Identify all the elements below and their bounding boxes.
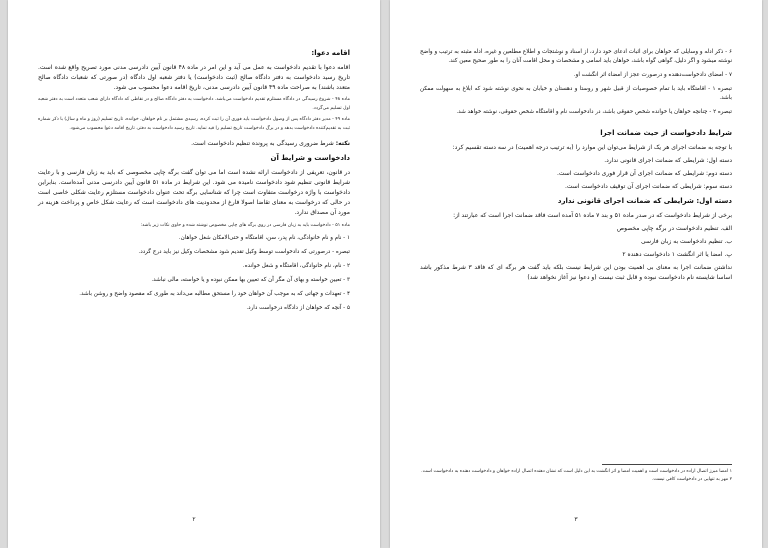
list-item: تبصره - درصورتی که دادخواست توسط وکیل تقدیم شود مشخصات وکیل نیز باید درج گردد. [138, 248, 350, 255]
note-article-51: ماده ۵۱ - دادخواست باید به زبان فارسی در روی برگه های چاپی مخصوص نوشته شده و حاوی نکات زیر باشد: [140, 223, 350, 228]
page-number: ۳ [574, 516, 578, 523]
footnotes [420, 468, 732, 484]
list-item: ۴ - تعهدات و جهاتی که به موجب آن خواهان خود را مستحق مطالبه می‌داند به طوری که مقصود واضح و روشن باشد. [79, 290, 350, 297]
note-article-49: ماده ۴۹ - مدیر دفتر دادگاه پس از وصول دادخواست باید فوری آن را ثبت کرده، رسیدی مشتمل بر نام خواهان، خوانده، تاریخ تسلیم (روز و ماه و سال) با ذکر شماره ثبت به تقدیم‌کننده دادخواست بدهد و در برگ دادخواست تاریخ تسلیم را قید نماید. تاریخ رسید دادخواست به دفتر، تاریخ اقامه دعوا محسوب می‌شود. [38, 117, 350, 131]
list-item: ۳ - تعیین خواسته و بهای آن مگر آن که تعیین بها ممکن نبوده و یا خواسته، مالی نباشد. [151, 276, 350, 283]
list-item: تبصره ۲ - چنانچه خواهان یا خوانده شخص حقوقی باشد، در دادخواست نام و اقامتگاه شخص حقوقی، نوشته خواهد شد. [456, 109, 732, 115]
point-text: شرط ضروری رسیدگی به پرونده تنظیم دادخواست است. [191, 140, 334, 147]
list-item: ۲ - نام، نام خانوادگی، اقامتگاه و شغل خوانده. [242, 262, 350, 269]
heading-first-category: دسته اول: شرایطی که ضمانت اجرای قانونی ندارد [557, 197, 732, 205]
paragraph-first-category: برخی از شرایط دادخواست که در صدر ماده ۵۱ و بند ۷ ماده ۵۱ آمده است فاقد ضمانت اجرا است که عبارتند از: [453, 212, 732, 219]
paragraph-closing: نداشتن ضمانت اجرا به معنای بی اهمیت بودن این شرایط نیست بلکه باید گفت هر برگه ای که فاقد ۳ شرط مذکور باشد اساسا شایسته نام دادخواست نبوده و قابل ثبت نیست (و دعوا نیز آغاز نخواهد شد) [420, 264, 732, 281]
category-item: دسته اول: شرایطی که ضمانت اجرای قانونی ندارد. [604, 157, 732, 164]
heading-enforcement-conditions: شرایط دادخواست از حیث ضمانت اجرا [600, 129, 732, 137]
point-label: نکته: [335, 140, 350, 147]
list-item: تبصره ۱ - اقامتگاه باید با تمام خصوصیات از قبیل شهر و روستا و دهستان و خیابان به نحوی نوشته شود که ابلاغ به سهولت ممکن باشد. [420, 86, 732, 101]
heading-filing-lawsuit: اقامه دعوا: [311, 49, 350, 57]
sublist-item: ب. تنظیم دادخواست به زبان فارسی [640, 238, 732, 245]
list-item: ۱ - نام و نام خانوادگی، نام پدر، سن، اقامتگاه و حتی‌الامکان شغل خواهان. [178, 234, 350, 241]
left-page-content [38, 48, 350, 318]
note-article-48: ماده ۴۸ - شروع رسیدگی در دادگاه مستلزم تقدیم دادخواست می‌باشد. دادخواست به دفتر دادگاه صالح و در نقاطی که دادگاه دارای شعب متعدد است به دفتر شعبه اول تسلیم می‌گردد. [38, 97, 350, 111]
paragraph-definition: در قانون، تعریفی از دادخواست ارائه نشده است اما می توان گفت برگه چاپی مخصوصی که باید به زبان فارسی و با رعایت شرایط قانونی تنظیم شود دادخواست نامیده می شود. این شرایط در ماده ۵۱ قانون آیین دادرسی مدنی آمده‌است. بنابراین دادخواست با واژه درخواست متفاوت است چرا که شناسایی برگه تحت عنوان دادخواست مستلزم رعایت شکلی خاصی است در حالی که درخواست به معنای تقاضا اصولا فارغ از محدودیت های دادخواست است که رعایت شکل خاص و پرداخت هزینه در مورد آن مصداق ندارد. [38, 169, 350, 216]
sublist-item: الف. تنظیم دادخواست در برگه چاپی مخصوص [616, 225, 732, 232]
list-item: ۷ - امضای دادخواست‌دهنده و درصورت عجز از امضاء اثر انگشت او. [573, 72, 732, 78]
footnote-divider [602, 464, 732, 465]
right-page [390, 0, 762, 548]
footnote: ۲ مهر به تنهایی در دادخواست کافی نیست. [652, 477, 732, 482]
category-item: دسته سوم: شرایطی که ضمانت اجرای آن توقیف دادخواست است. [564, 183, 732, 190]
list-item: ۵ - آنچه که خواهان از دادگاه درخواست دارد. [246, 304, 350, 311]
footnote: ۱ امضا مبرز اتصال اراده در دادخواست است و اهمیت امضا و اثر انگشت به این دلیل است که نشان دهنده اتصال اراده خواهان و دادخواست دهنده به دادخواست است. [421, 469, 732, 474]
left-page [8, 0, 380, 548]
heading-petition-conditions: دادخواست و شرایط آن [270, 154, 350, 162]
paragraph-intro: اقامه دعوا با تقدیم دادخواست به عمل می آید و این امر در ماده ۴۸ قانون آیین دادرسی مدنی مورد تصریح واقع شده است. تاریخ رسید دادخواست به دفتر دادگاه صالح (ثبت دادخواست) یا دفتر شعبه اول دادگاه (در صورتی که شعبات دادگاه صالح متعدد باشند) به صراحت ماده ۴۹ قانون آیین دادرسی مدنی، تاریخ اقامه دعوا محسوب می شود. [38, 64, 350, 91]
list-item: ۶ - ذکر ادله و وسایلی که خواهان برای اثبات ادعای خود دارد، از اسناد و نوشتجات و اطلاع مطلعین و غیره، ادله مثبته به ترتیب و واضح نوشته میشود و اگر دلیل، گواهی گواه باشد، خواهان باید اسامی و مشخصات و محل اقامت آنان را به طور صحیح معین کند. [420, 49, 732, 64]
paragraph-categories: با توجه به ضمانت اجرای هر یک از شرایط می‌توان این موارد را (به ترتیب درجه اهمیت) در سه دسته تقسیم کرد: [452, 144, 732, 151]
category-item: دسته دوم: شرایطی که ضمانت اجرای آن قرار فوری دادخواست است. [556, 170, 732, 177]
sublist-item: پ. امضا یا اثر انگشت ۱ دادخواست دهنده ۲ [622, 251, 732, 258]
right-page-content [420, 48, 732, 286]
page-number: ۲ [192, 516, 196, 523]
point-note [38, 139, 350, 149]
